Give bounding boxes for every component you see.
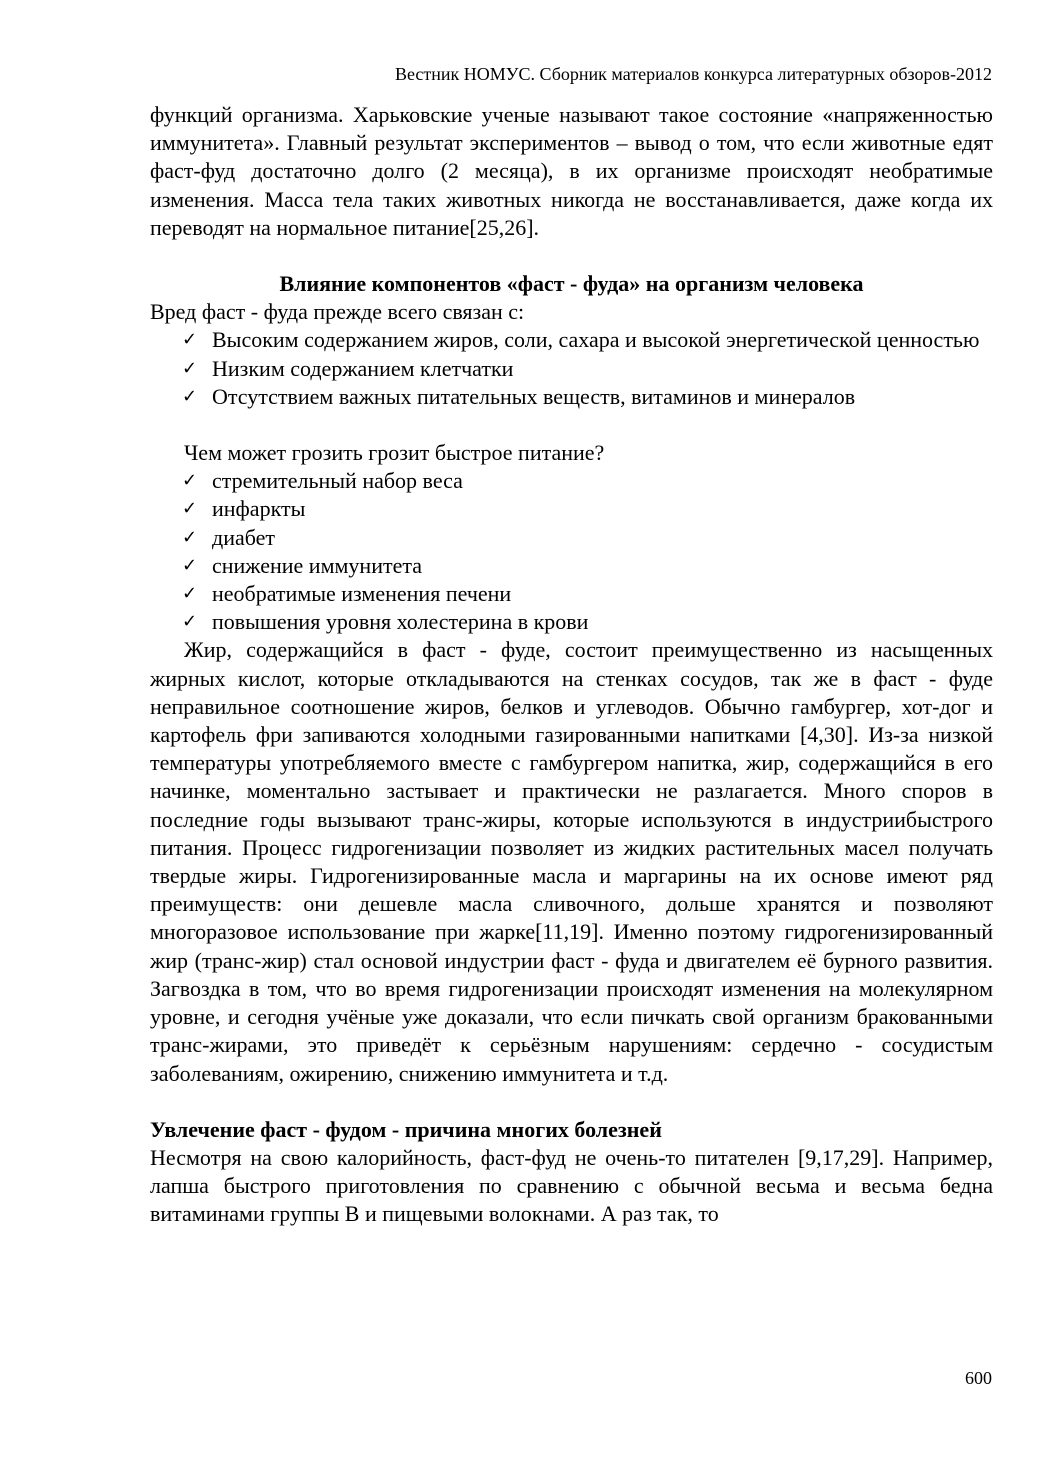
risks-question: Чем может грозить грозит быстрое питание? [184, 440, 605, 466]
risks-list [150, 467, 993, 636]
page-content [150, 101, 993, 1229]
intro-paragraph: функций организма. Харьковские ученые называют такое состояние «напряженностью иммунитета». Главный результат экспериментов – вывод о том, что если животные едят фаст-фуд достаточно долго (2 месяца), в их организме происходят необратимые изменения. Масса тела таких животных никогда не восстанавливается, даже когда их переводят на нормальное питание[25,26]. [150, 102, 993, 240]
checkmark-icon: ✓ [182, 526, 198, 548]
checkmark-icon: ✓ [182, 583, 198, 605]
list-item: ✓ необратимые изменения печени [150, 580, 993, 608]
list-item: ✓ стремительный набор веса [150, 467, 993, 495]
list-item: ✓ Низким содержанием клетчатки [150, 355, 993, 383]
diseases-paragraph: Несмотря на свою калорийность, фаст-фуд не очень-то питателен [9,17,29]. Например, лапша быстрого приготовления по сравнению с обычной весьма и весьма бедна витаминами группы В и пищевыми волокнами. А раз так, то [150, 1144, 993, 1227]
running-header: Вестник НОМУС. Сборник материалов конкурса литературных обзоров-2012 [394, 64, 992, 84]
trans-fat-paragraph: Жир, содержащийся в фаст - фуде, состоит преимущественно из насыщенных жирных кислот, которые откладываются на стенках сосудов, так же в фаст - фуде неправильное соотношение жиров, белков и углеводов. Обычно гамбургер, хот-дог и картофель фри запиваются холодными газированными напитками [4,30]. Из-за низкой температуры употребляемого вместе с гамбургером напитка, жир, содержащийся в его начинке, моментально застывает и практически не разлагается. Много споров в последние годы вызывают транс-жиры, которые используются в индустриибыстрого питания. Процесс гидрогенизации позволяет из жидких растительных масел получать твердые жиры. Гидрогенизированные масла и маргарины на их основе имеют ряд преимуществ: они дешевле масла сливочного, дольше хранятся и позволяют многоразовое использование при жарке[11,19]. Именно поэтому гидрогенизированный жир (транс-жир) стал основой индустрии фаст - фуда и двигателем её бурного развития. Загвоздка в том, что во время гидрогенизации происходят изменения на молекулярном уровне, и сегодня учёные уже доказали, что если пичкать свой организм бракованными транс-жирами, это приведёт к серьёзным нарушениям: сердечно - сосудистым заболеваниям, ожирению, снижению иммунитета и т.д. [150, 637, 993, 1086]
list-item: ✓ диабет [150, 524, 993, 552]
page-number: 600 [965, 1368, 992, 1388]
section-heading-components: Влияние компонентов «фаст - фуда» на организм человека [279, 271, 864, 297]
checkmark-icon: ✓ [182, 357, 198, 379]
checkmark-icon: ✓ [182, 385, 198, 407]
list-item: ✓ повышения уровня холестерина в крови [150, 608, 993, 636]
spacer [150, 242, 993, 270]
checkmark-icon: ✓ [182, 611, 198, 633]
list-item: ✓ снижение иммунитета [150, 552, 993, 580]
section-heading-diseases: Увлечение фаст - фудом - причина многих болезней [150, 1116, 662, 1142]
list-item: ✓ инфаркты [150, 495, 993, 523]
checkmark-icon: ✓ [182, 498, 198, 520]
harm-lead: Вред фаст - фуда прежде всего связан с: [150, 299, 525, 325]
list-item: ✓ Высоким содержанием жиров, соли, сахара и высокой энергетической ценностью [150, 326, 993, 354]
checkmark-icon: ✓ [182, 470, 198, 492]
checkmark-icon: ✓ [182, 329, 198, 351]
harm-list [150, 326, 993, 411]
spacer [150, 411, 993, 439]
spacer [150, 1088, 993, 1116]
checkmark-icon: ✓ [182, 554, 198, 576]
list-item: ✓ Отсутствием важных питательных веществ, витаминов и минералов [150, 383, 993, 411]
